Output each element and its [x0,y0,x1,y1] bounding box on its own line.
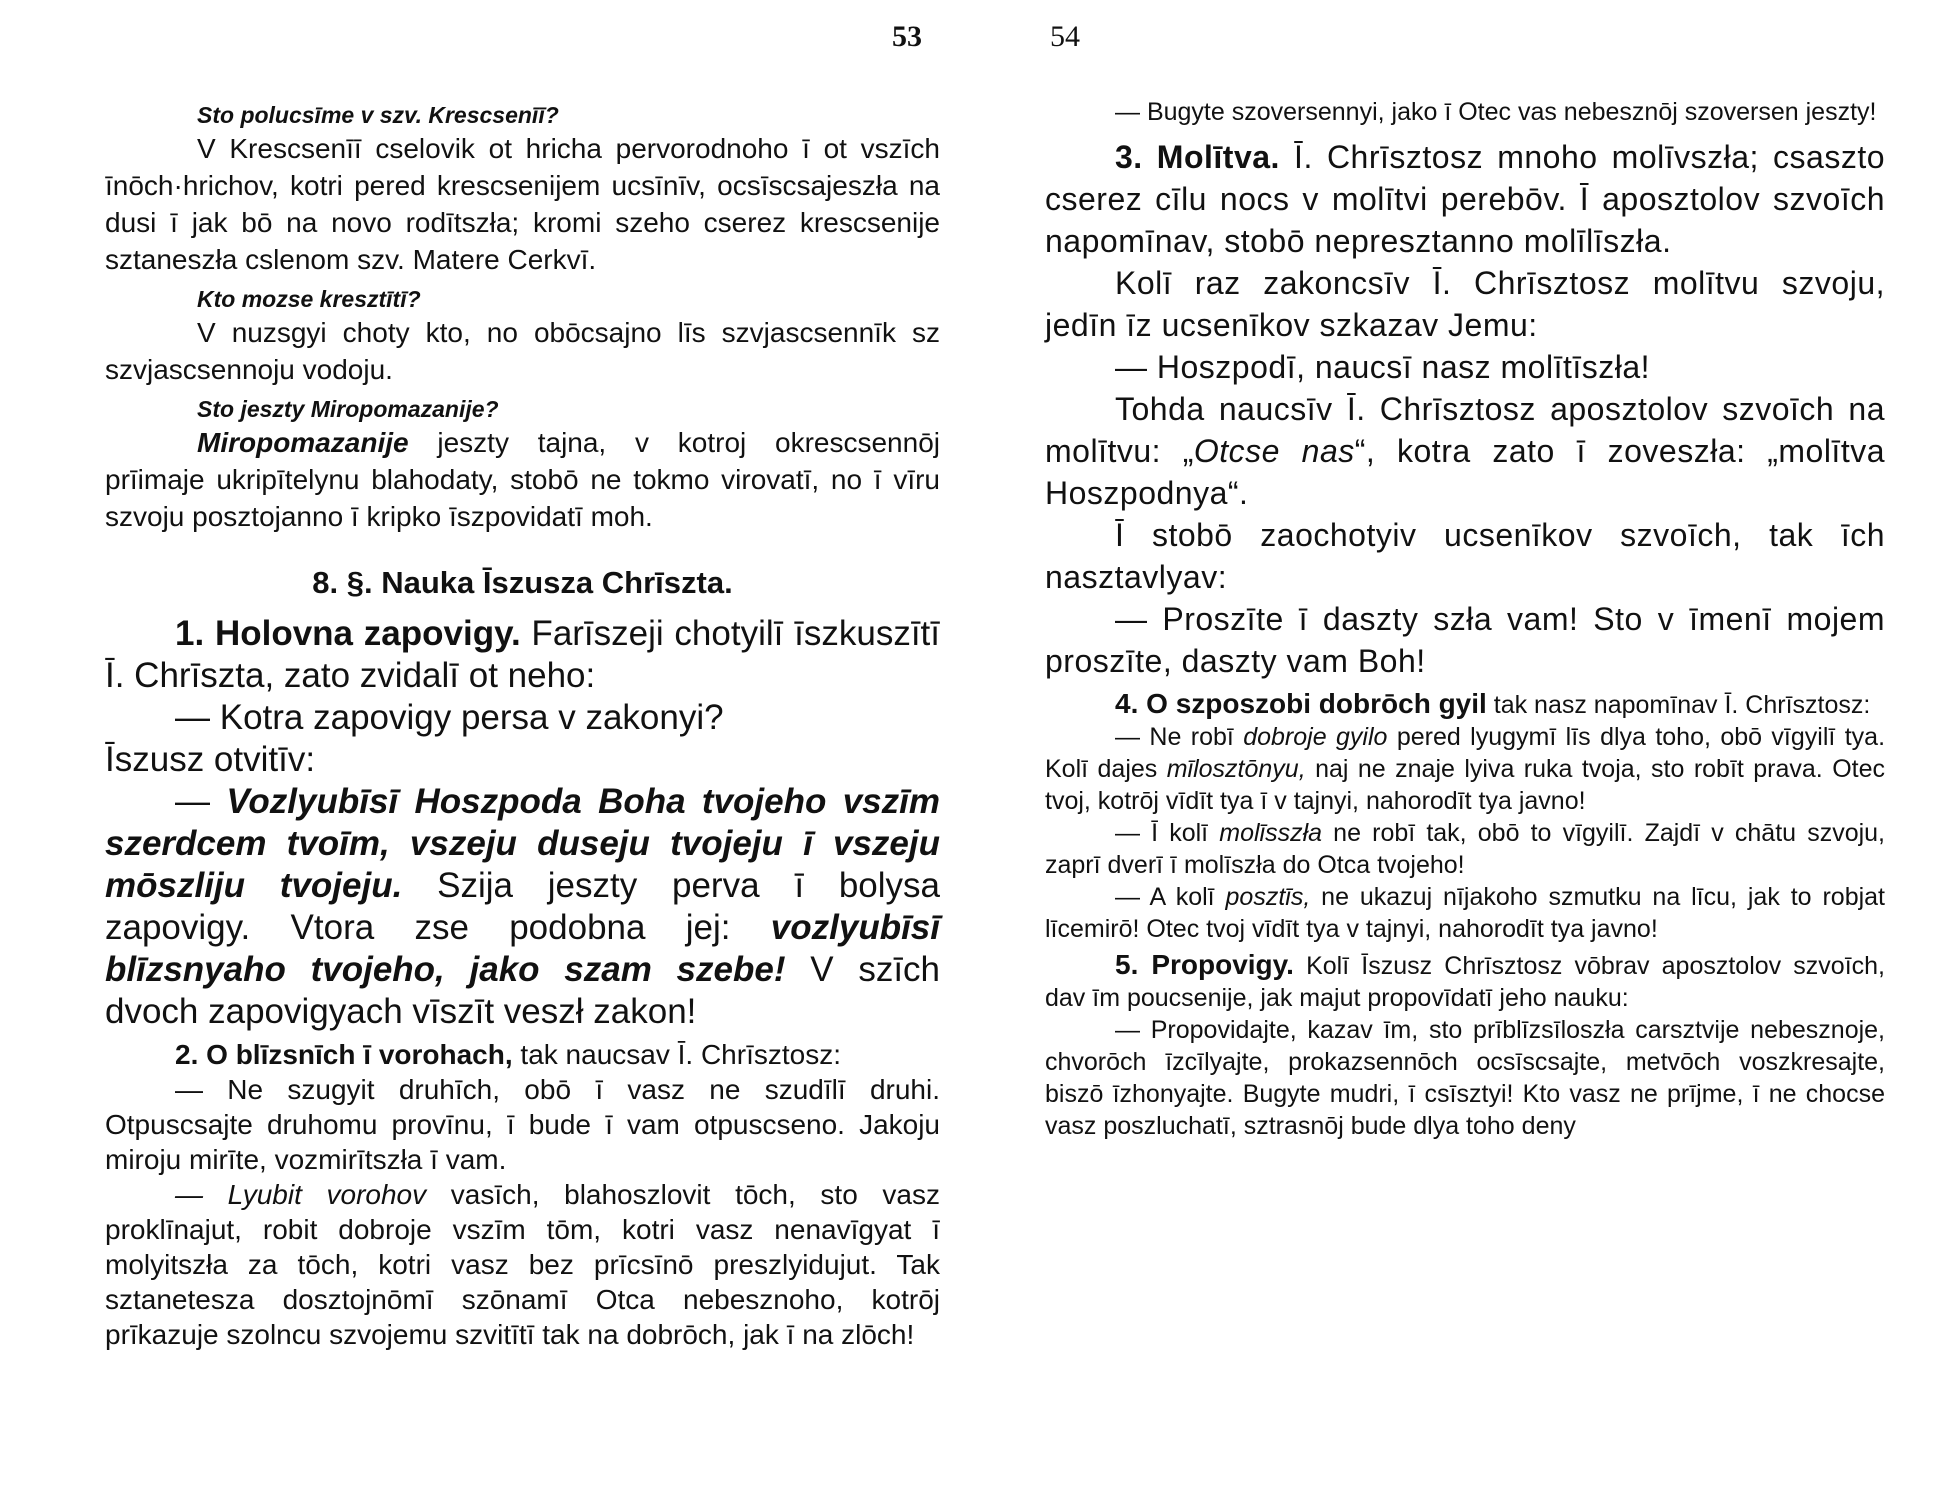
paragraph-r2: 3. Molītva. Ī. Chrīsztosz mnoho molīvszła; csaszto cserez cīlu nocs v molītvi perebōv. Ī aposztolov szvoīch napomīnav, stobō nepresztanno molīlīszła. [1045,139,1886,259]
answer-3: Miropomazanije jeszty tajna, v kotroj okrescsennōj prīimaje ukripītelynu blahodaty, stobō ne tokmo virovatī, no ī vīru szvoju posztojanno ī kripko īszpovidatī moh. [105,427,940,532]
right-page [1030,0,1930,1500]
page-number: 53 [892,20,922,53]
paragraph-6: — Ne szugyit druhīch, obō ī vasz ne szudīlī druhi. Otpuscsajte druhomu provīnu, ī bude ī vam otpuscseno. Jakoju miroju mirīte, vozmirītszła ī vam. [105,1074,940,1175]
paragraph-5: 2. O blīzsnīch ī vorohach, tak naucsav Ī. Chrīsztosz: [175,1039,841,1070]
paragraph-1: 1. Holovna zapovigy. Farīszeji chotyilī īszkuszītī Ī. Chrīszta, zato zvidalī ot neho: [105,614,940,695]
paragraph-r8: 4. O szposzobi dobrōch gyil tak nasz napomīnav Ī. Chrīsztosz: [1115,688,1871,719]
paragraph-r10: — Ī kolī molīsszła ne robī tak, obō to vīgyilī. Zajdī v chātu szvoju, zaprī dverī ī molīszła do Otca tvojeho! [1045,819,1886,879]
paragraph-r5: Tohda naucsīv Ī. Chrīsztosz aposztolov szvoīch na molītvu: „Otcse nas“, kotra zato ī zoveszła: „molītva Hoszpodnya“. [1045,391,1886,511]
paragraph-r9: — Ne robī dobroje gyilo pered lyugymī līs dlya toho, obō vīgyilī tya. Kolī dajes mīlosztōnyu, naj ne znaje lyiva ruka tvoja, sto robīt prava. Otec tvoj, kotrōj vīdīt tya ī v tajnyi, nahorodīt tya javno! [1045,723,1886,815]
question-2: Kto mozse kresztītī? [197,286,421,312]
left-text-column [105,94,940,1352]
paragraph-7: — Lyubit vorohov vasīch, blahoszlovit tōch, sto vasz proklīnajut, robit dobroje vszīm tōm, kotri vasz nenavīgyat ī molyitszła za tōch, kotri vasz bez prīcsīnō preszlyidujut. Tak sztanetesza dosztojnōmī szōnamī Otca nebesznoho, kotrōj prīkazuje szolncu szvojemu szvitītī tak na dobrōch, jak ī na zlōch! [105,1179,940,1350]
paragraph-2: — Kotra zapovigy persa v zakonyi? [175,698,724,737]
question-3: Sto jeszty Miropomazanije? [197,396,499,422]
paragraph-r3: Kolī raz zakoncsīv Ī. Chrīsztosz molītvu szvoju, jedīn īz ucsenīkov szkazav Jemu: [1045,265,1885,343]
question-1: Sto polucsīme v szv. Krescsenīī? [197,102,559,128]
paragraph-r7: — Proszīte ī daszty szła vam! Sto v īmenī mojem proszīte, daszty vam Boh! [1045,601,1885,679]
paragraph-4: — Vozlyubīsī Hoszpoda Boha tvojeho vszīm szerdcem tvoīm, vszeju duseju tvojeju ī vszeju mōszliju tvojeju. Szija jeszty perva ī bolysa zapovigy. Vtora zse podobna jej: vozlyubīsī blīzsnyaho tvojeho, jako szam szebe! V szīch dvoch zapovigyach vīszīt veszł zakon! [105,782,941,1031]
paragraph-r6: Ī stobō zaochotyiv ucsenīkov szvoīch, tak īch nasztavlyav: [1045,517,1885,595]
paragraph-r1: — Bugyte szoversennyi, jako ī Otec vas nebesznōj szoversen jeszty! [1115,98,1877,126]
page-number: 54 [1050,20,1080,53]
answer-2: V nuzsgyi choty kto, no obōcsajno līs szvjascsennīk sz szvjascsennoju vodoju. [105,317,940,385]
paragraph-r12: 5. Propovigy. Kolī Īszusz Chrīsztosz vōbrav aposztolov szvoīch, dav īm poucsenije, jak majut propovīdatī jeho nauku: [1045,949,1885,1012]
left-page [0,0,960,1500]
answer-1: V Krescsenīī cselovik ot hricha pervorodnoho ī ot vszīch īnōch·hrichov, kotri pered krescsenijem ucsīnīv, ocsīscsajeszła na dusi ī jak bō na novo rodītszła; kromi szeho cserez krescsenije sztaneszła cslenom szv. Matere Cerkvī. [105,133,940,275]
paragraph-3: Īszusz otvitīv: [105,740,316,779]
paragraph-r11: — A kolī posztīs, ne ukazuj nījakoho szmutku na līcu, jak to robjat līcemirō! Otec tvoj vīdīt tya v tajnyi, nahorodīt tya javno! [1045,883,1885,943]
section-heading: 8. §. Nauka Īszusza Chrīszta. [312,565,733,600]
right-text-column [1045,94,1885,1142]
paragraph-r13: — Propovidajte, kazav īm, sto prīblīzsīloszła carsztvije nebesznoje, chvorōch īzcīlyajte, prokazsennōch ocsīscsajte, metvōch voszkresajte, biszō īzhonyajte. Bugyte mudri, ī csīsztyi! Kto vasz ne prījme, ī ne chocse vasz poszluchatī, sztrasnōj bude dlya toho deny [1045,1016,1885,1140]
paragraph-r4: — Hoszpodī, naucsī nasz molītīszła! [1115,349,1651,385]
